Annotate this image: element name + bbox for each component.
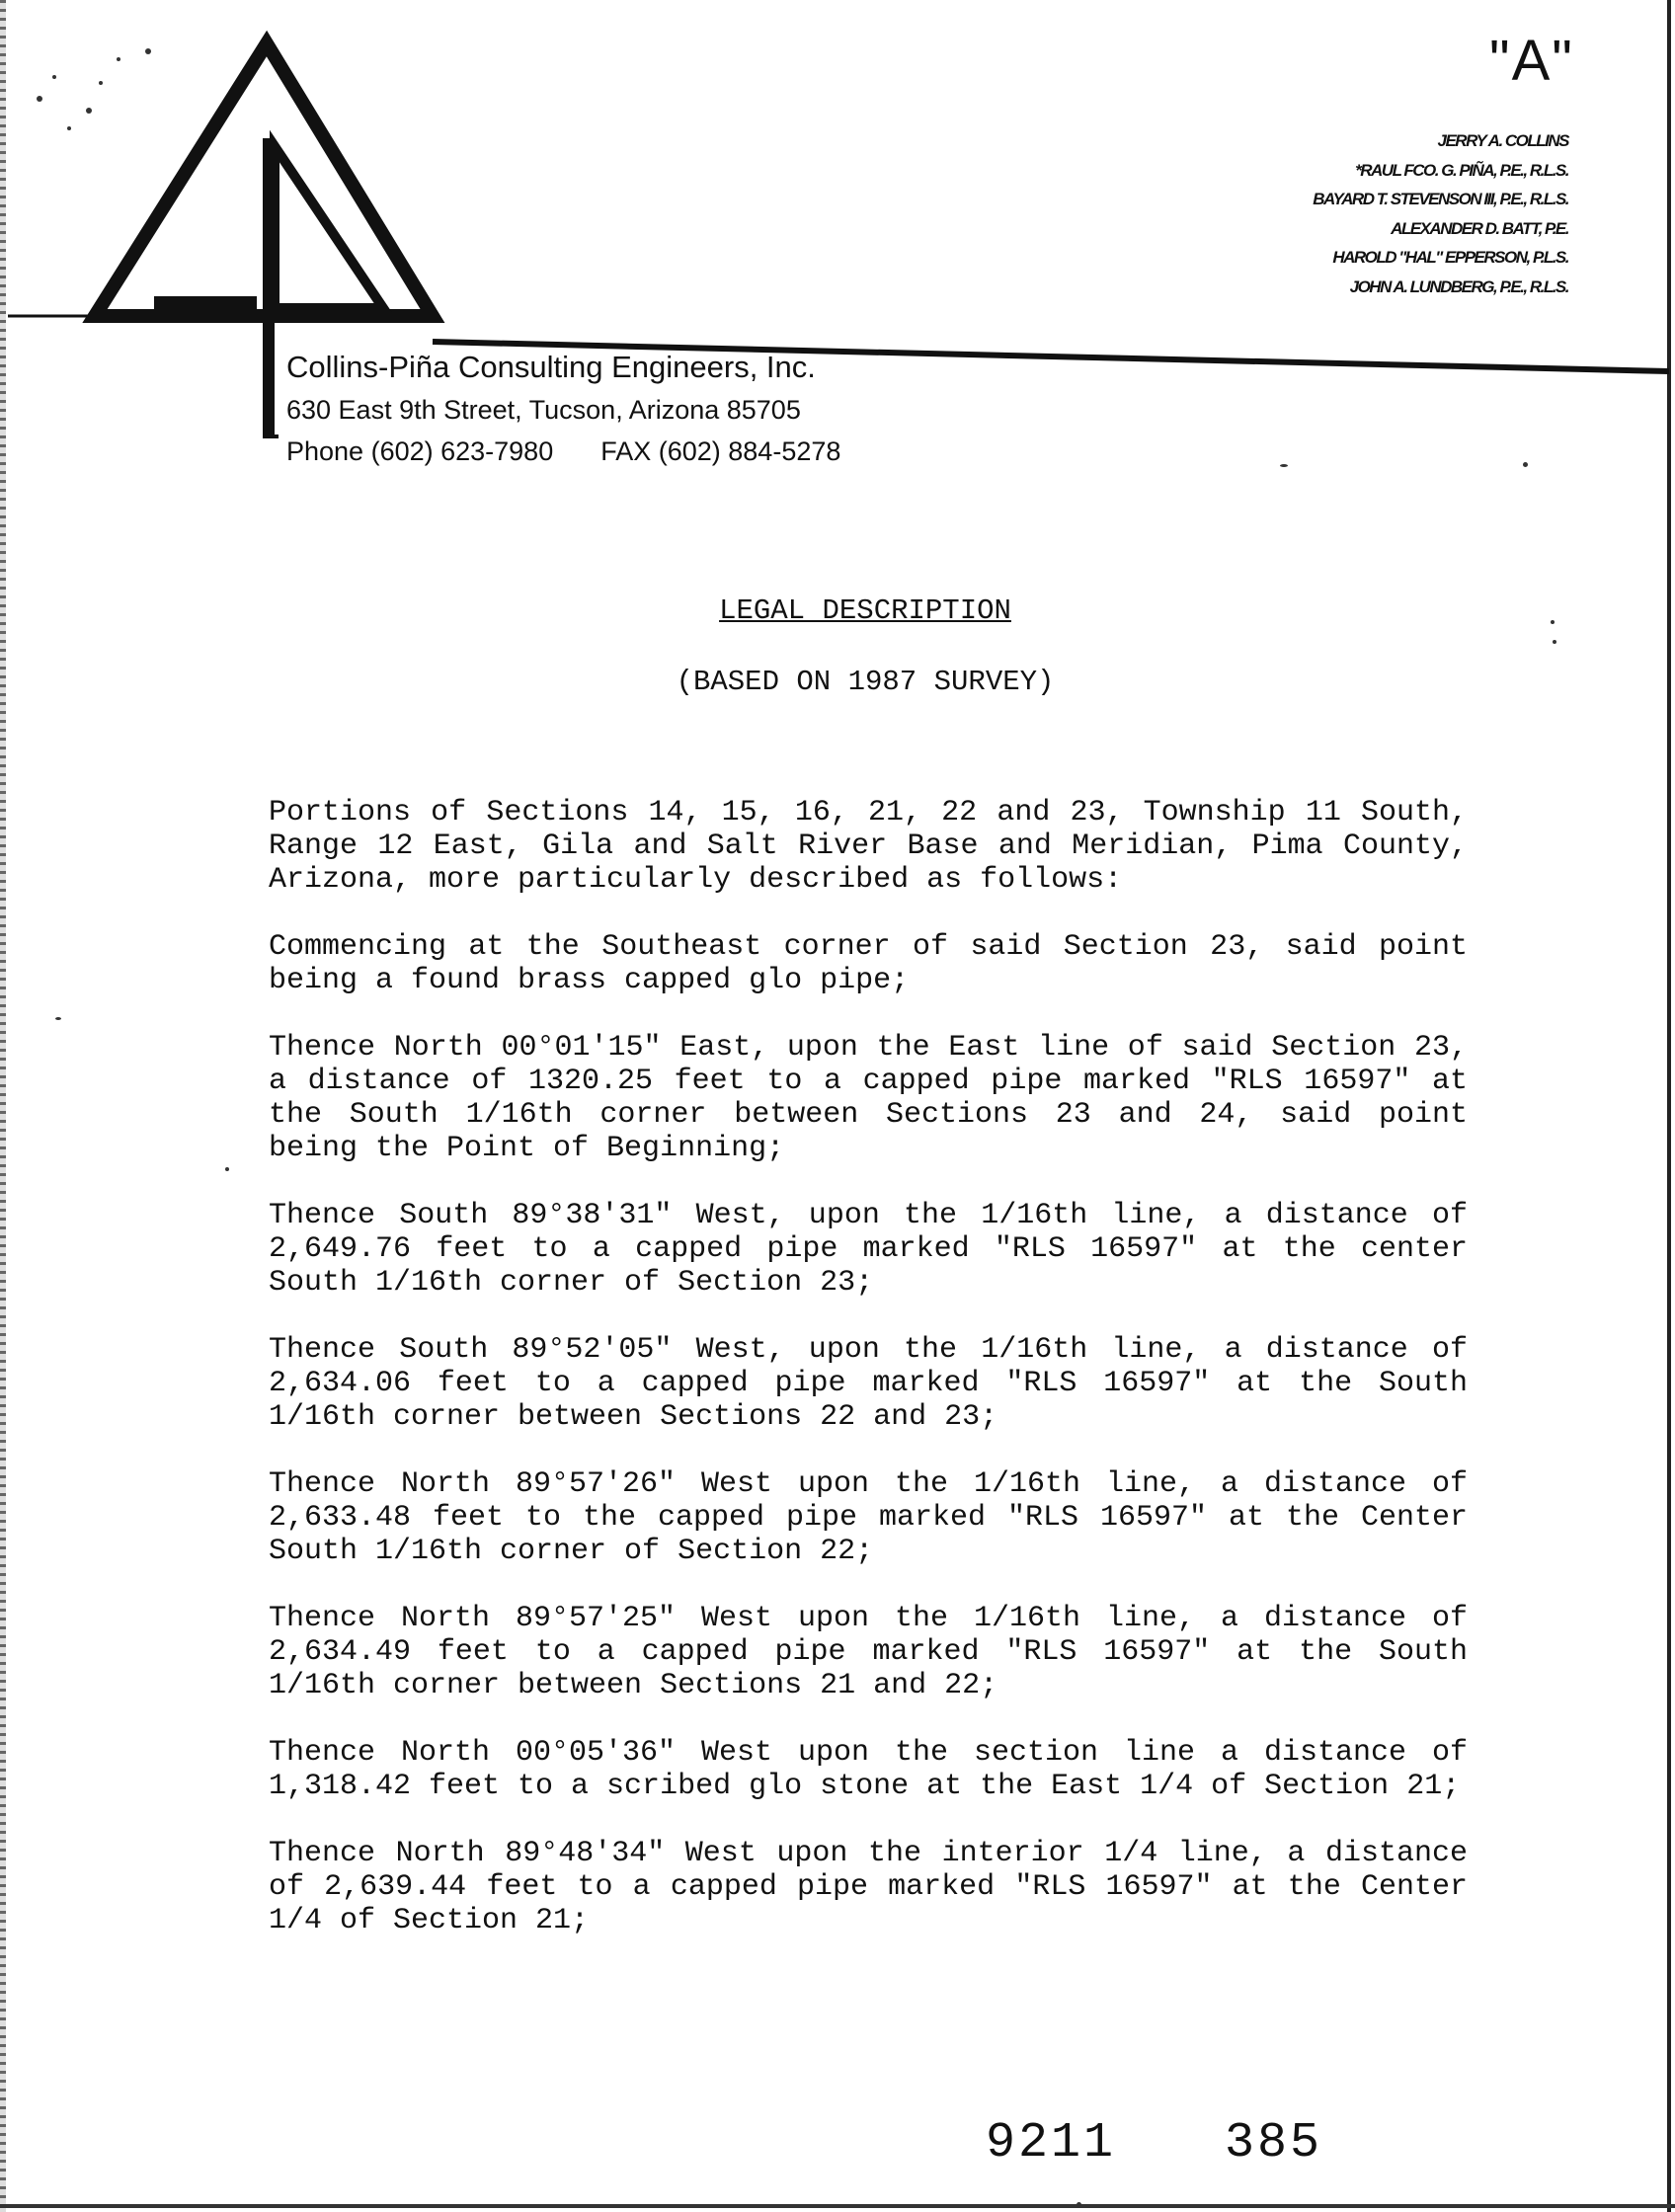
- paragraph: Thence South 89°38'31" West, upon the 1/16th line, a distance of 2,649.76 feet to a capped pipe marked "RLS 16597" at the center South 1/16th corner of Section 23;: [269, 1199, 1468, 1300]
- company-fax: FAX (602) 884-5278: [600, 436, 841, 466]
- principal-name: BAYARD T. STEVENSON III, P.E., R.L.S.: [1313, 190, 1568, 208]
- company-address: 630 East 9th Street, Tucson, Arizona 85705: [286, 395, 801, 425]
- paragraph: Thence North 89°57'25" West upon the 1/16th line, a distance of 2,634.49 feet to a capped pipe marked "RLS 16597" at the South 1/16th corner between Sections 21 and 22;: [269, 1602, 1468, 1702]
- paragraph: Portions of Sections 14, 15, 16, 21, 22 and 23, Township 11 South, Range 12 East, Gila and Salt River Base and Meridian, Pima County, Arizona, more particularly described as follows:: [269, 796, 1468, 897]
- company-name: Collins-Piña Consulting Engineers, Inc.: [286, 350, 816, 384]
- scan-edge-bottom: [0, 2204, 1675, 2208]
- document-mark: "A": [1489, 29, 1574, 93]
- scan-speck: [1553, 640, 1556, 644]
- company-contact: [286, 431, 888, 472]
- scan-speck: [1551, 620, 1555, 624]
- scan-speck: [55, 1017, 61, 1020]
- principal-name: JERRY A. COLLINS: [1437, 131, 1568, 150]
- scan-speck: [1523, 462, 1528, 467]
- paragraph: Commencing at the Southeast corner of said Section 23, said point being a found brass capped glo pipe;: [269, 930, 1468, 997]
- document-title: [0, 594, 1675, 627]
- paragraph: Thence North 00°01'15" East, upon the East line of said Section 23, a distance of 1320.25 feet to a capped pipe marked "RLS 16597" at the South 1/16th corner between Sections 23 and 24, said point being the Point of Beginning;: [269, 1031, 1468, 1165]
- recording-page-number: 385: [1225, 2115, 1323, 2172]
- company-phone: Phone (602) 623-7980: [286, 436, 554, 466]
- principal-name: JOHN A. LUNDBERG, P.E., R.L.S.: [1349, 276, 1568, 296]
- paragraph: Thence North 89°57'26" West upon the 1/16th line, a distance of 2,633.48 feet to the capped pipe marked "RLS 16597" at the Center South 1/16th corner of Section 22;: [269, 1467, 1468, 1568]
- company-info: [286, 346, 888, 472]
- principals-list: [1313, 126, 1568, 301]
- principal-name: *RAUL FCO. G. PIÑA, P.E., R.L.S.: [1355, 160, 1568, 180]
- principal-name: ALEXANDER D. BATT, P.E.: [1391, 218, 1568, 238]
- paragraph: Thence North 00°05'36" West upon the section line a distance of 1,318.42 feet to a scribed glo stone at the East 1/4 of Section 21;: [269, 1736, 1468, 1803]
- legal-description-body: [269, 796, 1468, 1971]
- document-subtitle: (BASED ON 1987 SURVEY): [676, 666, 1055, 698]
- scan-speck: [1280, 464, 1288, 467]
- recording-book-number: 9211: [986, 2115, 1117, 2172]
- paragraph: Thence North 89°48'34" West upon the interior 1/4 line, a distance of 2,639.44 feet to a capped pipe marked "RLS 16597" at the Center 1/4 of Section 21;: [269, 1837, 1468, 1937]
- scan-speck: [1077, 2202, 1081, 2207]
- principal-name: HAROLD "HAL" EPPERSON, P.L.S.: [1332, 248, 1568, 267]
- scan-speck: [225, 1167, 229, 1171]
- document-title-text: LEGAL DESCRIPTION: [719, 594, 1011, 627]
- paragraph: Thence South 89°52'05" West, upon the 1/16th line, a distance of 2,634.06 feet to a capped pipe marked "RLS 16597" at the South 1/16th corner between Sections 22 and 23;: [269, 1333, 1468, 1434]
